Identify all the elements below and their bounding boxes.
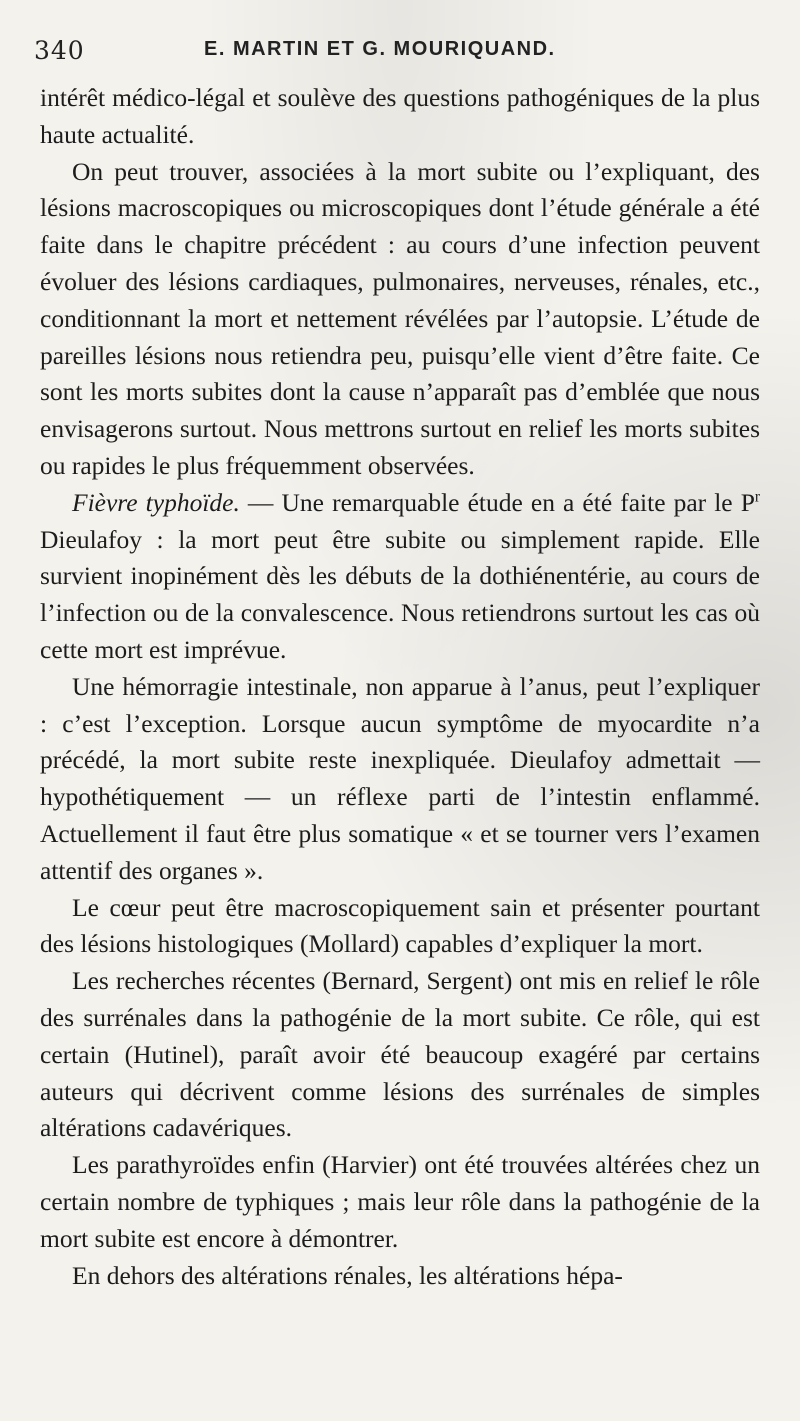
superscript-r: r [754,488,760,506]
paragraph-typhoid-fever [40,485,760,669]
paragraph-typhoid-text-b: Dieulafoy : la mort peut être subite ou simplement rapide. Elle survient inopinément dès les débuts de la dothiénentérie, au cours de l’infection ou de la convalescence. Nous retiendrons surtout les cas où cette mort est imprévue. [40,524,760,664]
paragraph-intestinal-hemorrhage: Une hémorragie intestinale, non apparue à l’anus, peut l’expliquer : c’est l’exception. Lorsque aucun symptôme de myocardite n’a précédé, la mort subite reste inexpliquée. Dieulafoy admettait — hypothétiquement — un réflexe parti de l’intestin enflammé. Actuellement il faut être plus somatique « et se tourner vers l’examen attentif des organes ». [40,671,760,885]
paragraph-continuation: intérêt médico-légal et soulève des questions pathogéniques de la plus haute actualité. [40,83,760,149]
paragraph-suprarenals: Les recherches récentes (Bernard, Sergent) ont mis en relief le rôle des surrénales dans la pathogénie de la mort subite. Ce rôle, qui est certain (Hutinel), paraît avoir été beaucoup exagéré par certains auteurs qui décrivent comme lésions des surrénales de simples altérations cadavériques. [40,966,760,1143]
page-number: 340 [34,36,85,65]
paragraph-heart: Le cœur peut être macroscopiquement sain et présenter pourtant des lésions histologiques (Mollard) capables d’expliquer la mort. [40,892,760,959]
body-text [40,80,760,1294]
paragraph-typhoid-text-a: — Une remarquable étude en a été faite par le P [239,487,755,517]
paragraph-associated-lesions: On peut trouver, associées à la mort subite ou l’expliquant, des lésions macroscopiques ou microscopiques dont l’étude générale a été faite dans le chapitre précédent : au cours d’une infection peuvent évoluer des lésions cardiaques, pulmonaires, nerveuses, rénales, etc., conditionnant la mort et nettement révélées par l’autopsie. L’étude de pareilles lésions nous retiendra peu, puisqu’elle vient d’être faite. Ce sont les morts subites dont la cause n’apparaît pas d’emblée que nous envisagerons surtout. Nous mettrons surtout en relief les morts subites ou rapides le plus fréquemment observées. [40,156,760,480]
section-heading-typhoid: Fièvre typhoïde. [72,487,240,517]
paragraph-hepatic: En dehors des altérations rénales, les altérations hépa- [72,1260,623,1290]
running-title: E. MARTIN ET G. MOURIQUAND. [204,38,556,60]
running-head [34,36,764,70]
paragraph-parathyroids: Les parathyroïdes enfin (Harvier) ont été trouvées altérées chez un certain nombre de typhiques ; mais leur rôle dans la pathogénie de la mort subite est encore à démontrer. [40,1150,760,1253]
